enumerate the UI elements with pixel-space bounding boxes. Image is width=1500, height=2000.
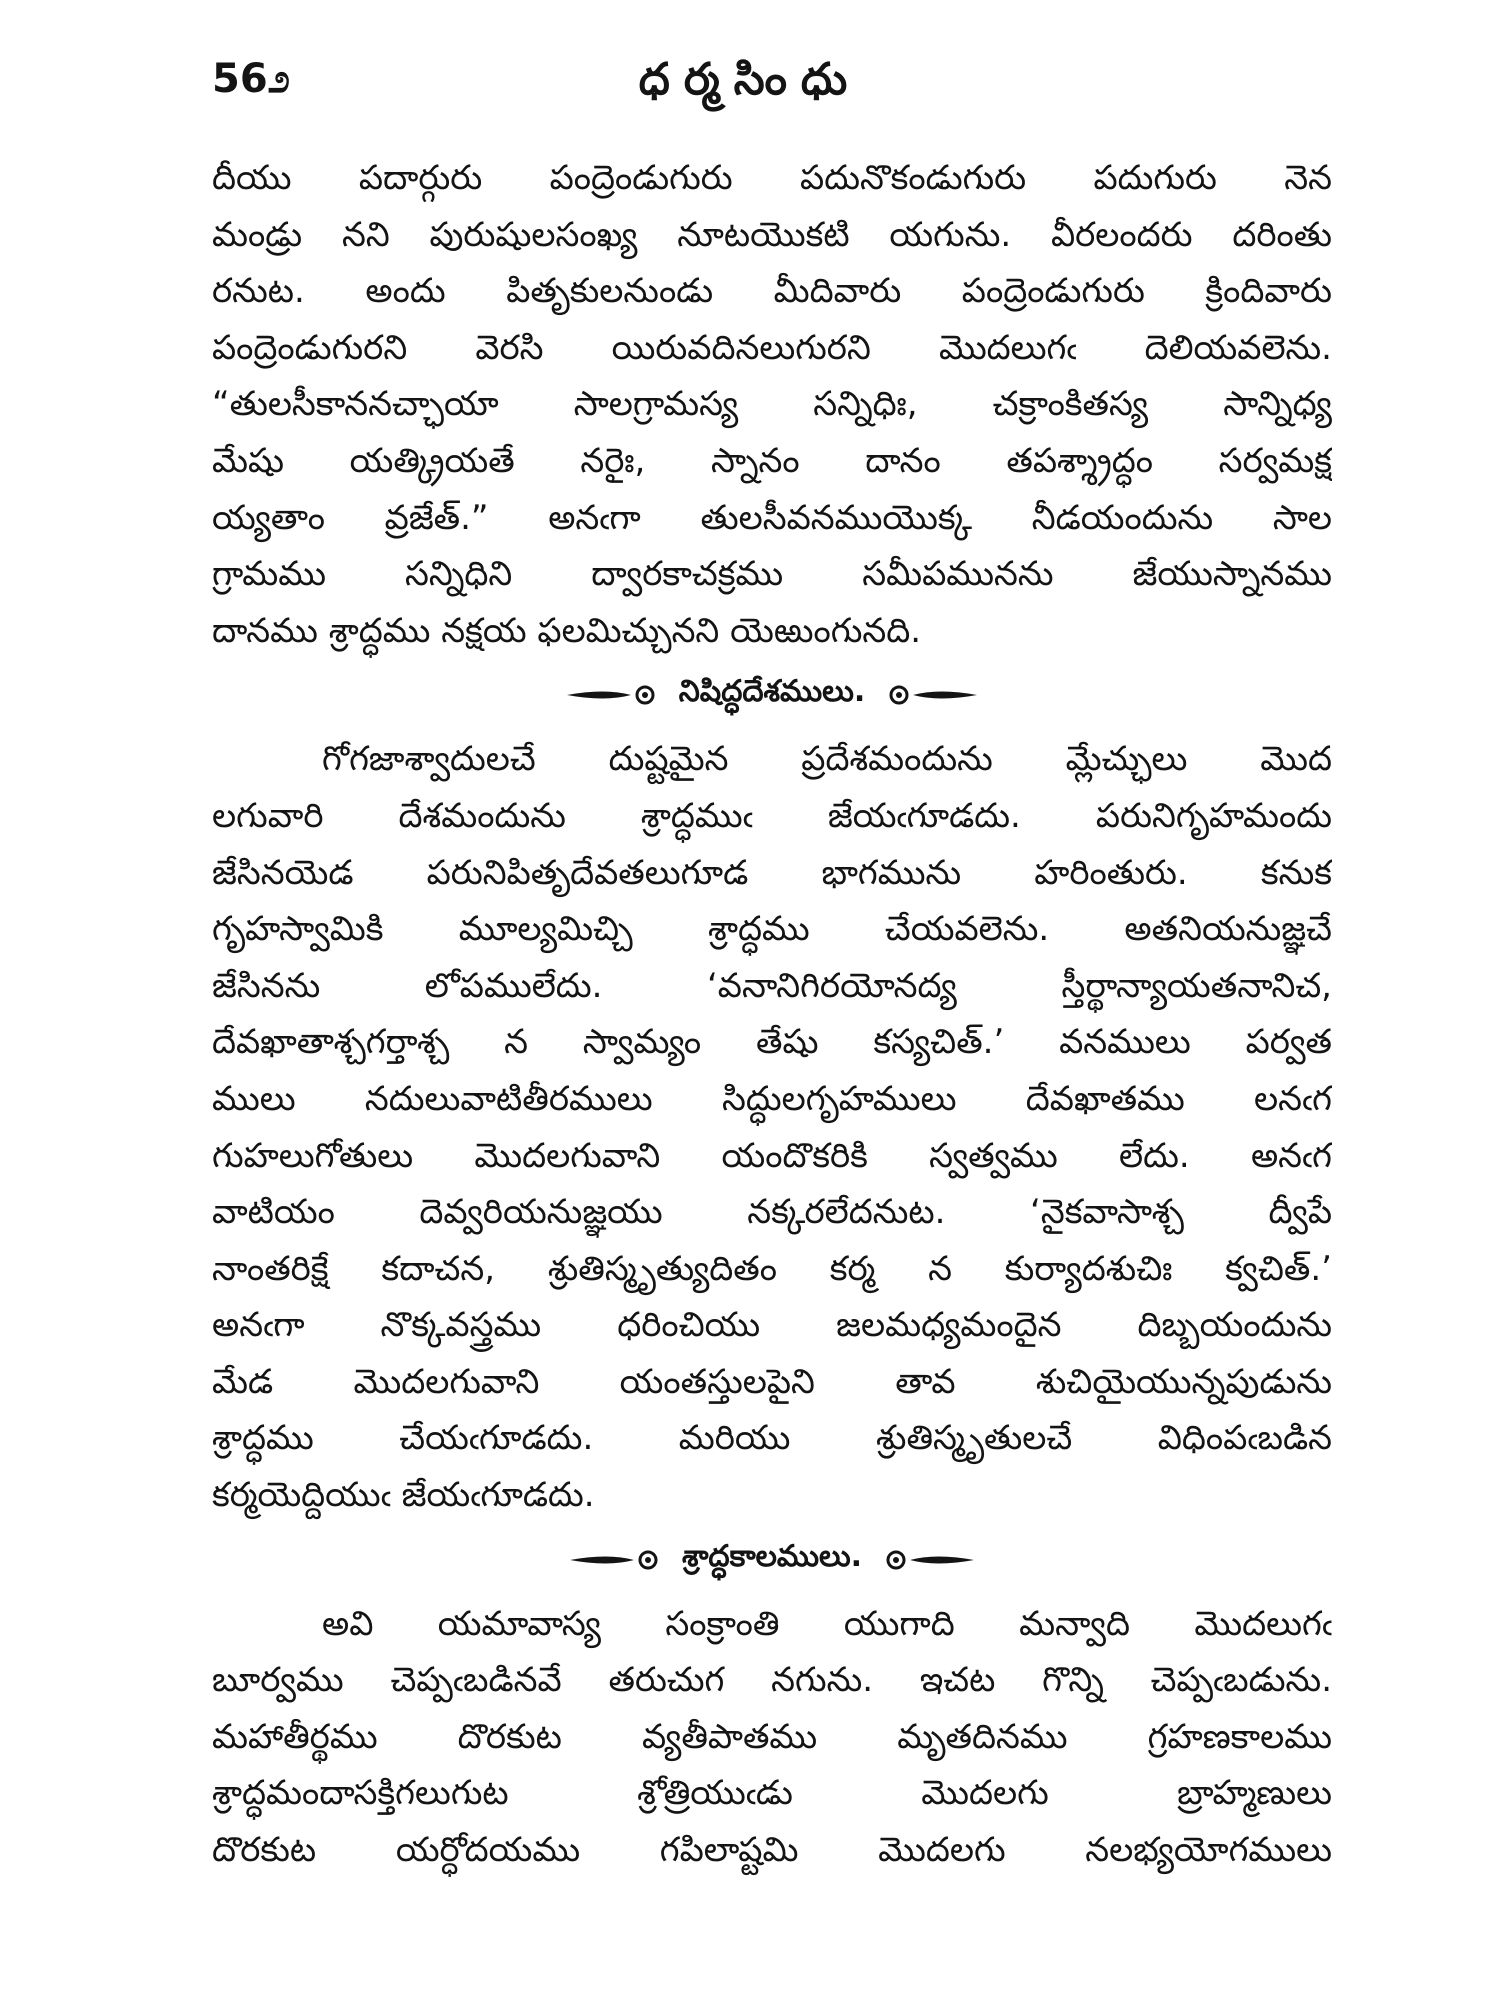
paragraph-continued xyxy=(212,150,1332,659)
text-line: “తులసీకాననచ్ఛాయా సాలగ్రామస్య సన్నిధిః, చక్రాంకితస్య సాన్నిధ్య xyxy=(212,384,1332,425)
ornament-left-icon xyxy=(565,684,665,706)
text-line: అనఁగా నొక్కవస్త్రము ధరించియు జలమధ్యమందైన దిబ్బయందును xyxy=(212,1305,1332,1346)
page-number: 56೨ xyxy=(212,56,291,102)
paragraph-shraddha-times xyxy=(212,1596,1332,1879)
text-line: జేసినయెడ పరునిపితృదేవతలుగూడ భాగమును హరింతురు. కనుక xyxy=(212,852,1332,893)
running-title: ధర్మసింధు xyxy=(638,54,862,105)
text-line: గ్రామము సన్నిధిని ద్వారకాచక్రము సమీపమునను జేయుస్నానము xyxy=(212,554,1332,595)
text-line: మహాతీర్థము దొరకుట వ్యతీపాతము మృతదినము గ్రహణకాలము xyxy=(212,1716,1332,1757)
text-line: శ్రాద్ధము చేయఁగూడదు. మరియు శ్రుతిస్మృతులచే విధింపఁబడిన xyxy=(212,1418,1332,1459)
text-line: అవి యమావాస్య సంక్రాంతి యుగాది మన్వాది మొదలుగఁ xyxy=(322,1603,1332,1644)
page-header xyxy=(0,50,1500,110)
ornament-left-icon xyxy=(568,1549,668,1571)
text-line: మేడ మొదలగువాని యంతస్తులపైని తావ శుచియైయున్నపుడును xyxy=(212,1361,1332,1402)
text-line: నాంతరిక్షే కదాచన, శ్రుతిస్మృత్యుదితం కర్మ న కుర్యాదశుచిః క్వచిత్.’ xyxy=(212,1248,1332,1289)
section-heading-prohibited-places xyxy=(212,659,1332,731)
text-line: దానము శ్రాద్ధము నక్షయ ఫలమిచ్చునని యెఱుంగునది. xyxy=(212,610,922,651)
section-heading-shraddha-times xyxy=(212,1524,1332,1596)
section-heading-text: నిషిద్ధదేశములు. xyxy=(678,674,866,710)
page-body xyxy=(212,150,1332,1879)
text-line: పంద్రెండుగురని వెరసి యిరువదినలుగురని మొదలుగఁ దెలియవలెను. xyxy=(212,327,1332,368)
text-line: య్యతాం వ్రజేత్.” అనఁగా తులసీవనముయొక్క నీడయందును సాల xyxy=(212,497,1332,538)
text-line: శ్రాద్ధమందాసక్తిగలుగుట శ్రోత్రియుఁడు మొదలగు బ్రాహ్మణులు xyxy=(212,1773,1332,1814)
text-line: ములు నదులువాటితీరములు సిద్ధులగృహములు దేవఖాతము లనఁగ xyxy=(212,1078,1332,1119)
section-heading-text: శ్రాద్ధకాలములు. xyxy=(681,1538,863,1574)
text-line: గుహలుగోతులు మొదలగువాని యందొకరికి స్వత్వము లేదు. అనఁగ xyxy=(212,1135,1332,1176)
text-line: గోగజాశ్వాదులచే దుష్టమైన ప్రదేశమందును మ్లేచ్ఛులు మొద xyxy=(322,739,1332,780)
text-line: దేవఖాతాశ్చగర్తాశ్చ న స్వామ్యం తేషు కస్యచిత్.’ వనములు పర్వత xyxy=(212,1022,1332,1063)
text-line: జేసినను లోపములేదు. ‘వనానిగిరయోనద్య స్తీర్థాన్యాయతనానిచ, xyxy=(212,965,1332,1006)
text-line: బూర్వము చెప్పఁబడినవే తరుచుగ నగును. ఇచట గొన్ని చెప్పఁబడును. xyxy=(212,1660,1332,1701)
text-line: మండ్రు నని పురుషులసంఖ్య నూటయొకటి యగును. వీరలందరు దరింతు xyxy=(212,214,1332,255)
text-line: దొరకుట యర్ధోదయము గపిలాష్టమి మొదలగు నలభ్యయోగములు xyxy=(212,1830,1332,1871)
text-line: రనుట. అందు పితృకులనుండు మీదివారు పంద్రెండుగురు క్రిందివారు xyxy=(212,271,1332,312)
text-line: వాటియం దెవ్వరియనుజ్ఞయు నక్కరలేదనుట. ‘నైకవాసాశ్చ ద్వీపే xyxy=(212,1192,1332,1233)
text-line: మేషు యత్క్రియతే నరైః, స్నానం దానం తపశ్శ్రాద్ధం సర్వమక్ష xyxy=(212,440,1332,481)
text-line: లగువారి దేశమందును శ్రాద్ధముఁ జేయఁగూడదు. పరునిగృహమందు xyxy=(212,795,1332,836)
text-line: దీయు పదార్గురు పంద్రెండుగురు పదునొకండుగురు పదుగురు నెన xyxy=(212,158,1332,198)
ornament-right-icon xyxy=(879,684,979,706)
text-line: గృహస్వామికి మూల్యమిచ్చి శ్రాద్ధము చేయవలెను. అతనియనుజ్ఞచే xyxy=(212,909,1332,950)
paragraph-prohibited-places xyxy=(212,731,1332,1523)
text-line: కర్మయెద్దియుఁ జేయఁగూడదు. xyxy=(212,1475,595,1516)
ornament-right-icon xyxy=(876,1549,976,1571)
